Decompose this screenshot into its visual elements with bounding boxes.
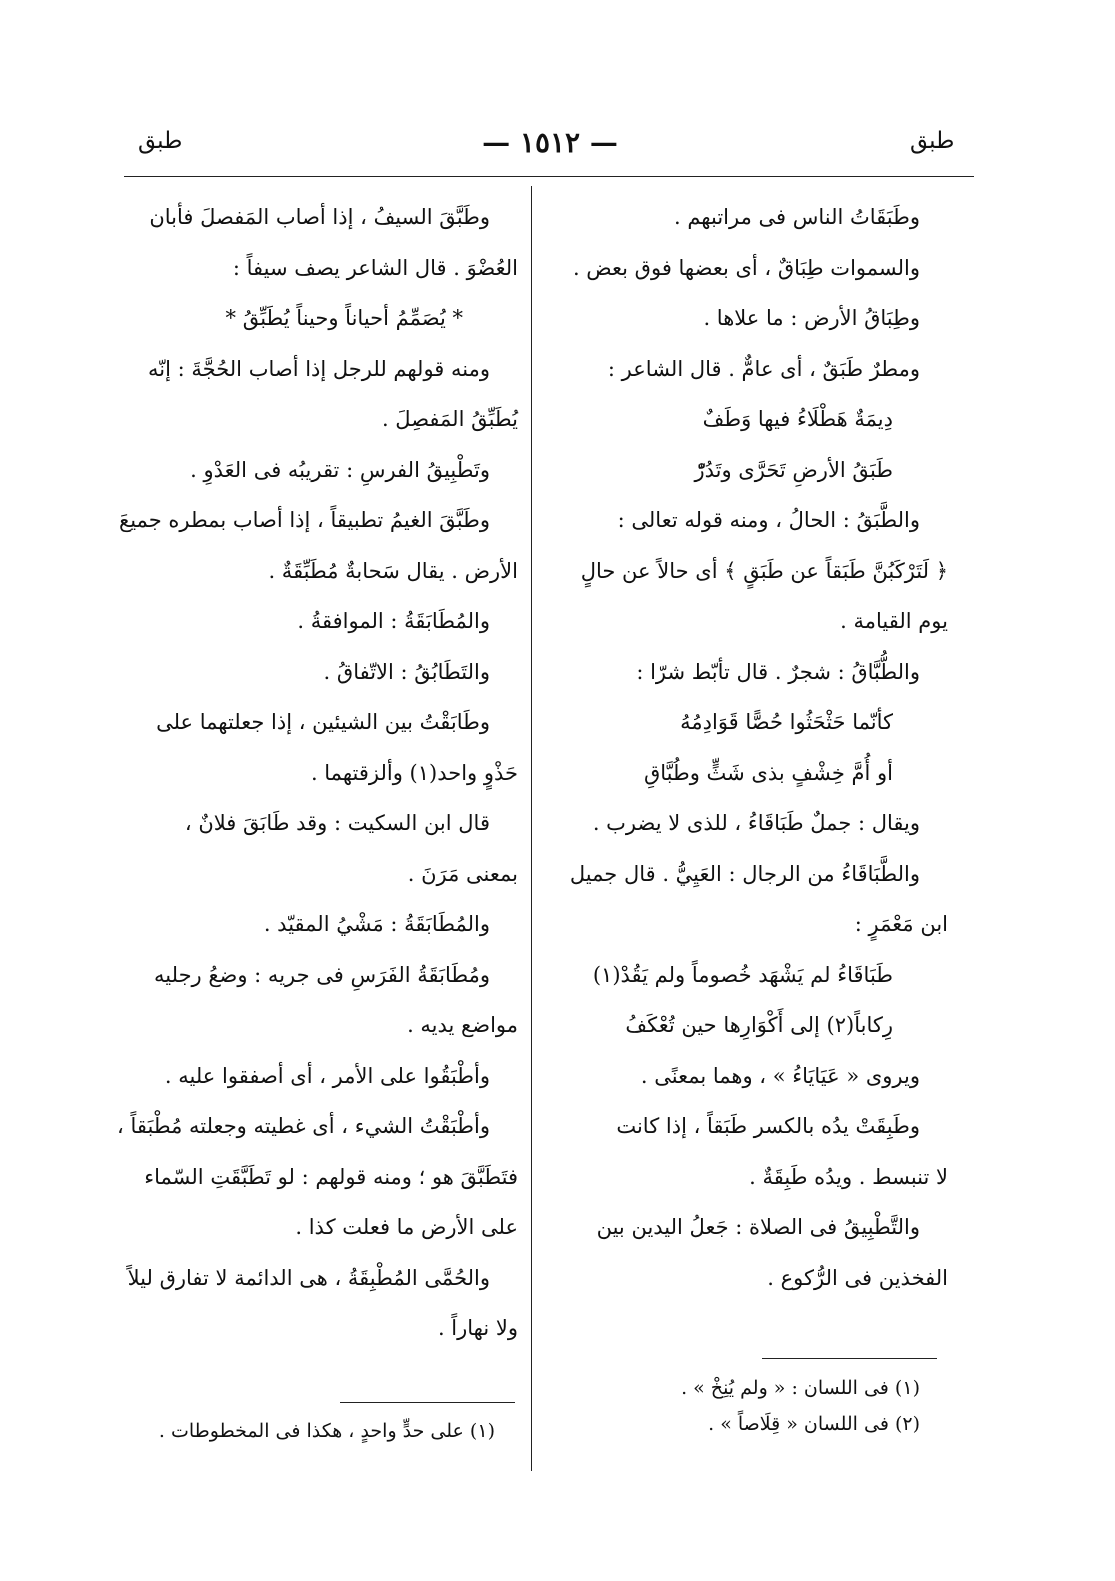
text-line: ويقال : جملٌ طَبَاقَاءُ ، للذى لا يضرب . (592, 811, 920, 835)
verse-line: طَبَقُ الأرضِ تَحَرَّى وتَدُرّْ (694, 457, 893, 482)
text-line: على الأرض ما فعلت كذا . (295, 1215, 518, 1239)
text-line: يُطَبِّقُ المَفصِلَ . (381, 407, 518, 431)
footnote: (١) فى اللسان : « ولم يُنِخْ » . (681, 1377, 920, 1399)
footnotes-left (110, 1413, 495, 1449)
footnotes-right (600, 1370, 920, 1442)
text-line: والمُطَابَقَةُ : الموافقةُ . (297, 609, 490, 633)
header-rule (124, 176, 974, 177)
text-line: والتَطَابُقُ : الاتّفاقُ . (323, 659, 490, 684)
page-number: — ١٥١٢ — (482, 126, 618, 159)
footnote-rule (762, 1358, 937, 1359)
footnote: (٢) فى اللسان « قِلَاصاً » . (708, 1413, 920, 1435)
text-line: والطَّبَقُ : الحالُ ، ومنه قوله تعالى : (617, 508, 920, 532)
running-head-right: طبق (910, 128, 955, 154)
text-line: وأطْبَقُوا على الأمر ، أى أصفقوا عليه . (164, 1063, 490, 1088)
verse-line: رِكاباً(٢) إلى أَكْوَارِها حين تُعْكَفُ (625, 1013, 893, 1037)
text-line: وطِبَاقُ الأرض : ما علاها . (703, 306, 920, 330)
text-line: وطَبِقَتْ يدُه بالكسر طَبَقاً ، إذا كانت (616, 1114, 920, 1138)
text-line: لا تنبسط . ويدُه طَبِقَةٌ . (749, 1164, 948, 1189)
text-line: وتَطْبِيقُ الفرسِ : تقريبُه فى العَدْوِ . (190, 457, 490, 482)
column-divider (531, 186, 532, 1471)
right-column (548, 196, 948, 1307)
text-line: فتَطَبَّقَ هو ؛ ومنه قولهم : لو تَطَبَّقَتِ السّماء (144, 1164, 518, 1189)
text-line: وطَبَّقَ السيفُ ، إذا أصاب المَفصلَ فأبان (149, 205, 490, 229)
text-line: ومطرٌ طَبَقٌ ، أى عامٌّ . قال الشاعر : (607, 356, 920, 381)
text-line: وطَبَقَاتُ الناس فى مراتبهم . (673, 205, 920, 229)
text-line: والسموات طِبَاقٌ ، أى بعضها فوق بعض . (572, 255, 920, 280)
running-head-left: طبق (138, 128, 183, 154)
text-line: يوم القيامة . (840, 609, 948, 633)
text-line: حَذْوٍ واحد(١) وألزقتهما . (310, 760, 518, 785)
text-line: والمُطَابَقَةُ : مَشْيُ المقيّد . (263, 912, 490, 936)
text-line: والتَّطْبِيقُ فى الصلاة : جَعلُ اليدين بين (596, 1215, 920, 1239)
text-line: ولا نهاراً . (437, 1316, 518, 1340)
text-line: الأرض . يقال سَحابةٌ مُطَبِّقَةٌ . (268, 558, 518, 583)
footnote: (١) على حدٍّ واحدٍ ، هكذا فى المخطوطات . (158, 1420, 495, 1442)
text-line: وأطْبَقْتُ الشيء ، أى غطيته وجعلته مُطْبَقاً ، (117, 1114, 490, 1138)
text-line: ابن مَعْمَرٍ : (854, 912, 948, 936)
text-line: العُضْوَ . قال الشاعر يصف سيفاً : (232, 255, 518, 280)
verse-line: * يُصَمِّمُ أحياناً وحيناً يُطَبِّقُ * (225, 306, 463, 330)
text-line: وطَابَقْتُ بين الشيئين ، إذا جعلتهما على (156, 710, 490, 734)
text-line: ومُطَابَقَةُ الفَرَسِ فى جريه : وضعُ رجليه (154, 962, 490, 987)
text-line: والحُمَّى المُطْبِقَةُ ، هى الدائمة لا تفارق ليلاً (127, 1265, 490, 1290)
text-line: بمعنى مَرَنَ . (407, 861, 518, 886)
text-line: ﴿ لَتَرْكَبُنَّ طَبَقاً عن طَبَقٍ ﴾ أى حالاً عن حالٍ (580, 558, 948, 583)
text-line: الفخذين فى الرُّكوع . (767, 1265, 948, 1290)
text-line: ويروى « عَيَايَاءُ » ، وهما بمعنًى . (640, 1063, 920, 1088)
verse-line: أو أُمَّ خِشْفٍ بذى شَثٍّ وطُبَّاقِ (643, 760, 893, 785)
text-line: مواضع يديه . (407, 1013, 518, 1037)
verse-line: كأنّما حَثْحَثُوا حُصًّا قَوَادِمُهُ (680, 710, 893, 734)
verse-line: طَبَاقَاءُ لم يَشْهَد خُصوماً ولم يَقُدْ(١) (592, 962, 893, 987)
text-line: وطَبَّقَ الغيمُ تطبيقاً ، إذا أصاب بمطره جميعَ (119, 508, 490, 532)
text-line: قال ابن السكيت : وقد طَابَقَ فلانٌ ، (184, 811, 490, 835)
text-line: والطُّبَّاقُ : شجرٌ . قال تأبّط شرّا : (636, 659, 920, 684)
text-line: والطَّبَاقَاءُ من الرجال : العَيِيُّ . قال جميل (569, 861, 920, 886)
footnote-rule (340, 1402, 515, 1403)
left-column (110, 196, 518, 1358)
verse-line: دِيمَةٌ هَطْلَاءُ فيها وَطَفٌ (702, 407, 893, 431)
text-line: ومنه قولهم للرجل إذا أصاب الحُجَّةَ : إنّه (148, 356, 490, 381)
